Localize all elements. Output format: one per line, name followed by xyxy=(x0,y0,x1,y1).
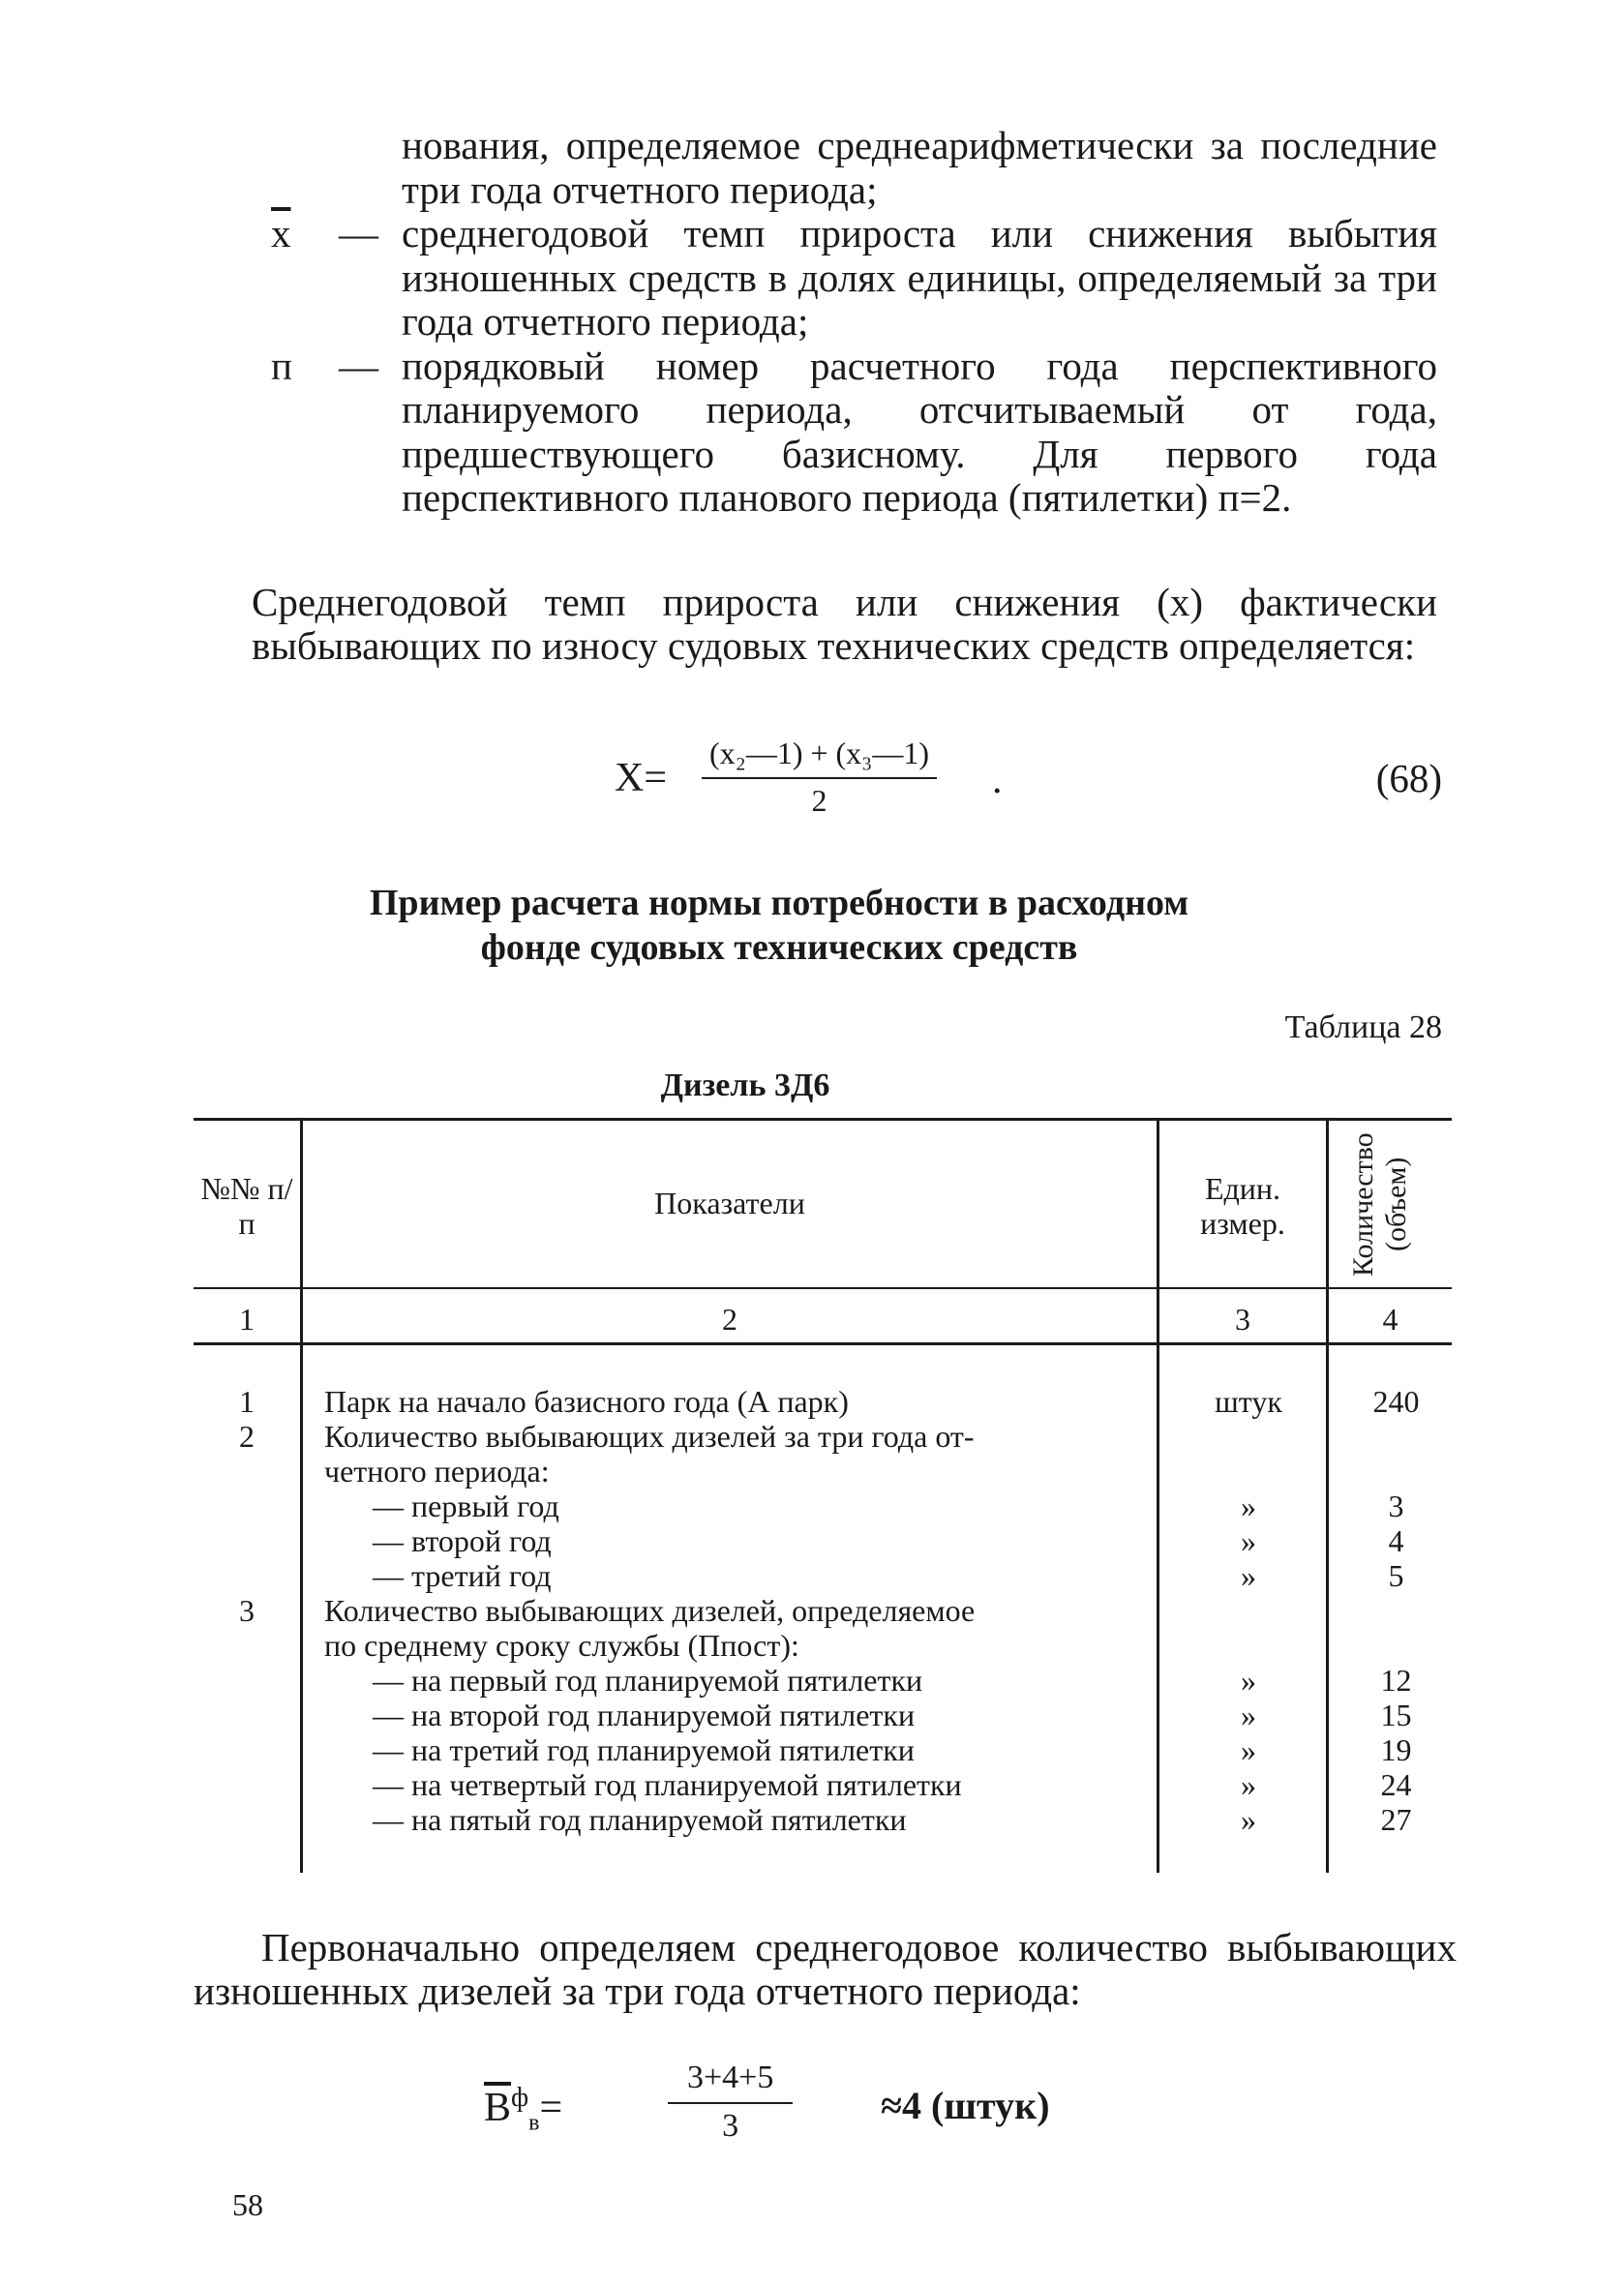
row-quantity: 240 xyxy=(1372,1384,1420,1419)
header-unit: Един. измер. xyxy=(1200,1171,1285,1241)
equation-number: (68) xyxy=(1375,756,1442,800)
table-row xyxy=(194,1593,1452,1628)
section-heading-line1: Пример расчета нормы потребности в расходном xyxy=(369,883,1189,923)
table-number: Таблица 28 xyxy=(1284,1009,1442,1045)
header-no: №№ п/п xyxy=(200,1171,293,1241)
row-unit: » xyxy=(1241,1558,1256,1593)
formula-68-fraction xyxy=(702,736,937,819)
row-indicator: — на пятый год планируемой пятилетки xyxy=(373,1802,907,1837)
row-unit: » xyxy=(1241,1663,1256,1698)
formula-average-eq: = xyxy=(539,2086,563,2130)
definition-dash: — xyxy=(339,211,378,256)
row-quantity: 19 xyxy=(1380,1732,1412,1767)
table-header-rule xyxy=(194,1287,1452,1289)
table-row xyxy=(194,1523,1452,1558)
row-unit: » xyxy=(1241,1698,1256,1732)
formula-average-lhs-sup: ф xyxy=(511,2083,529,2113)
row-unit: » xyxy=(1241,1732,1256,1767)
formula-average-denominator: 3 xyxy=(722,2108,739,2144)
formula-average-fraction xyxy=(668,2060,793,2145)
table-row xyxy=(194,1384,1452,1419)
definition-dash: — xyxy=(339,343,378,388)
table-caption: Дизель 3Д6 xyxy=(660,1068,830,1103)
row-number: 3 xyxy=(239,1593,255,1628)
row-indicator: четного периода: xyxy=(324,1454,550,1489)
row-indicator: — на третий год планируемой пятилетки xyxy=(373,1732,915,1767)
formula-average xyxy=(484,2060,1161,2166)
definition-x xyxy=(271,212,1437,345)
table-row xyxy=(194,1419,1452,1454)
row-indicator: — на первый год планируемой пятилетки xyxy=(373,1663,923,1698)
data-table xyxy=(194,1118,1452,1873)
row-unit: штук xyxy=(1215,1384,1282,1419)
variable-definitions xyxy=(271,124,1437,521)
table-top-rule xyxy=(194,1118,1452,1121)
formula-68-dot: . xyxy=(992,758,1003,802)
row-quantity: 15 xyxy=(1380,1698,1412,1732)
table-row xyxy=(194,1489,1452,1523)
table-colnum-rule xyxy=(194,1342,1452,1345)
header-qty: Количество (объем) xyxy=(1347,1132,1412,1277)
row-quantity: 3 xyxy=(1388,1489,1404,1523)
colnum-3: 3 xyxy=(1235,1302,1250,1337)
table-row xyxy=(194,1767,1452,1802)
paragraph-growth-rate: Среднегодовой темп прироста или снижения (x) фактически выбывающих по износу судовых технических средств определяется: xyxy=(252,580,1437,668)
table-row xyxy=(194,1558,1452,1593)
symbol-x: $\overline{x}$ xyxy=(271,211,291,256)
formula-68-numerator: (x₂—1) + (x₃—1) xyxy=(702,736,937,779)
row-number: 1 xyxy=(239,1384,255,1419)
table-row xyxy=(194,1454,1452,1489)
table-row xyxy=(194,1698,1452,1732)
row-quantity: 24 xyxy=(1380,1767,1412,1802)
row-indicator: — на четвертый год планируемой пятилетки xyxy=(373,1767,962,1802)
section-heading xyxy=(232,881,1326,970)
row-unit: » xyxy=(1241,1767,1256,1802)
row-indicator: — первый год xyxy=(373,1489,559,1523)
header-indicator: Показатели xyxy=(654,1186,805,1220)
row-indicator: по среднему сроку службы (Ппост): xyxy=(324,1628,799,1663)
colnum-1: 1 xyxy=(239,1302,255,1337)
definition-n-text: порядковый номер расчетного года перспективного планируемого периода, отсчитываемый от года, предшествующего базисному. Для первого года перспективного планового периода (пятилетки) п=2. xyxy=(402,343,1437,520)
row-indicator: — на второй год планируемой пятилетки xyxy=(373,1698,916,1732)
definition-continuation-text: нования, определяемое среднеарифметически за последние три года отчетного периода; xyxy=(402,123,1437,212)
definition-continuation xyxy=(271,124,1437,212)
table-body xyxy=(194,1384,1452,1837)
table-row xyxy=(194,1802,1452,1837)
formula-68-lhs: X= xyxy=(615,756,668,800)
row-number: 2 xyxy=(239,1419,255,1454)
definition-x-text: среднегодовой темп прироста или снижения выбытия изношенных средств в долях единицы, определяемый за три года отчетного периода; xyxy=(402,211,1437,344)
table-row xyxy=(194,1628,1452,1663)
row-quantity: 5 xyxy=(1388,1558,1404,1593)
row-indicator: — третий год xyxy=(373,1558,552,1593)
formula-68-denominator: 2 xyxy=(811,783,827,818)
table-row xyxy=(194,1732,1452,1767)
row-unit: » xyxy=(1241,1489,1256,1523)
table-row xyxy=(194,1663,1452,1698)
formula-average-lhs-sub: в xyxy=(528,2110,540,2136)
formula-average-numerator: 3+4+5 xyxy=(668,2060,793,2104)
symbol-n: п xyxy=(271,343,292,388)
row-indicator: — второй год xyxy=(373,1523,552,1558)
row-unit: » xyxy=(1241,1523,1256,1558)
page-number: 58 xyxy=(232,2187,263,2222)
colnum-2: 2 xyxy=(722,1302,737,1337)
row-unit: » xyxy=(1241,1802,1256,1837)
row-quantity: 12 xyxy=(1380,1663,1412,1698)
formula-average-lhs xyxy=(484,2083,562,2136)
formula-average-result: ≈4 (штук) xyxy=(881,2084,1050,2127)
section-heading-line2: фонде судовых технических средств xyxy=(480,927,1078,968)
paragraph-average: Первоначально определяем среднегодовое количество выбывающих изношенных дизелей за три года отчетного периода: xyxy=(194,1925,1457,2013)
row-quantity: 4 xyxy=(1388,1523,1404,1558)
row-indicator: Количество выбывающих дизелей, определяемое xyxy=(324,1593,976,1628)
formula-average-lhs-base: $\overline{B}$ xyxy=(484,2086,512,2130)
row-quantity: 27 xyxy=(1380,1802,1412,1837)
row-indicator: Парк на начало базисного года (А парк) xyxy=(324,1384,849,1419)
row-indicator: Количество выбывающих дизелей за три года от- xyxy=(324,1419,975,1454)
definition-n xyxy=(271,345,1437,521)
colnum-4: 4 xyxy=(1382,1302,1398,1337)
formula-68 xyxy=(610,736,1442,832)
